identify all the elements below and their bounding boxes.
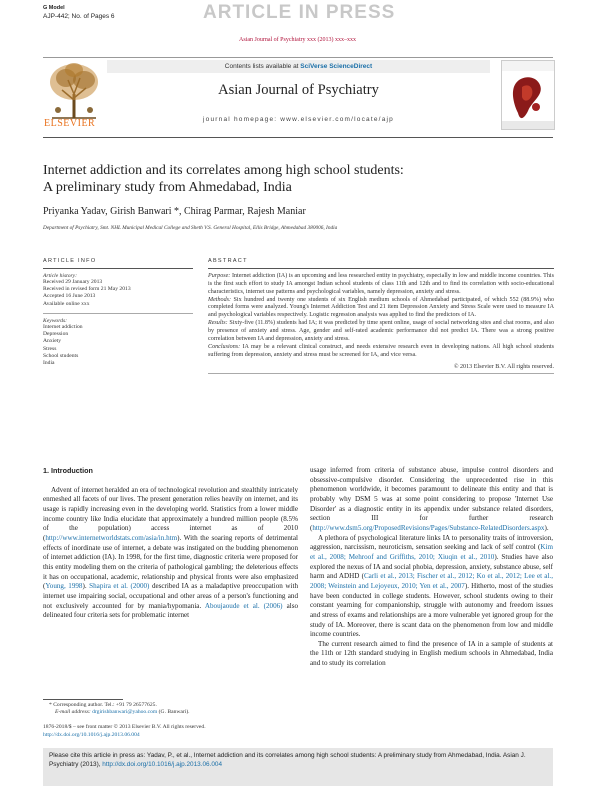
contents-prefix: Contents lists available at: [224, 63, 301, 70]
keyword: Anxiety: [43, 338, 62, 345]
history-received: Received 29 January 2013: [43, 278, 103, 285]
history-revised: Received in revised form 21 May 2013: [43, 286, 131, 293]
doi-link[interactable]: http://dx.doi.org/10.1016/j.ajp.2013.06.004: [43, 731, 140, 738]
abstract-conclusions: [208, 344, 554, 360]
footnote-rule: [43, 699, 123, 700]
email-label: E-mail address:: [55, 709, 91, 716]
author-list: Priyanka Yadav, Girish Banwari *, Chirag Parmar, Rajesh Maniar: [43, 206, 306, 217]
keywords-rule: [43, 313, 193, 314]
conclusions-label: Conclusions:: [208, 343, 241, 350]
keywords-label: Keywords:: [43, 317, 68, 324]
article-info-rule: [43, 268, 193, 269]
citation-doi-link[interactable]: http://dx.doi.org/10.1016/j.ajp.2013.06.004: [102, 760, 223, 768]
manuscript-id: [43, 5, 115, 20]
history-accepted: Accepted 16 June 2013: [43, 293, 96, 300]
email-line: [43, 709, 298, 716]
text-run: also delineated four criteria sets for problematic internet: [43, 601, 299, 620]
article-info-heading: ARTICLE INFO: [43, 258, 97, 264]
keyword: Depression: [43, 330, 69, 337]
keyword: School students: [43, 352, 79, 359]
abstract: [208, 258, 554, 373]
text-run: A plethora of psychological literature links IA to personality traits of introversion, aggression, narcissism, neuroticism, sensation seeking and lack of self control (: [310, 533, 553, 552]
article-in-press-banner: ARTICLE IN PRESS: [203, 2, 396, 23]
body-right-column: [310, 466, 553, 669]
issn-line: 1876-2018/$ – see front matter © 2013 Elsevier B.V. All rights reserved.: [43, 724, 206, 731]
abstract-rule: [208, 268, 554, 269]
corresponding-author: * Corresponding author. Tel.: +91 79 26577625.: [49, 702, 157, 708]
reference-link[interactable]: Carli et al., 2013; Fischer et al., 2012; Ko et al., 2012; Lee et al., 2008; Weinstein and Lejoyeux, 2010; Yen et al., 2007: [310, 572, 553, 590]
text-run: ). With the soaring reports of detrimental effects of inordinate use of internet, a debate was instigated on the budding phenomenon of internet addiction (IA). In 1998, for the first time, diagnostic criteria were proposed for this entity modeling them on the criteria of pathological gambling; the deleterious effects it has on occupational, academic, relationship and physical fronts were also emphasized (: [43, 533, 298, 591]
intro-paragraph-3: The current research aimed to find the presence of IA in a sample of students at the 11th or 12th standard studying in English medium schools in Ahmedabad, India and to study its correlation: [310, 639, 553, 668]
reference-link[interactable]: Young, 1998: [45, 582, 83, 591]
reference-link[interactable]: Aboujaoude et al. (2006): [204, 601, 283, 610]
title-line-2: A preliminary study from Ahmedabad, India: [43, 180, 292, 195]
abstract-heading: ABSTRACT: [208, 258, 248, 264]
conclusions-text: IA may be a relevant clinical construct, and needs extensive research even in developing nations. All high school students suffering from depression, anxiety and stress must be screened for IA, and vice versa.: [208, 343, 554, 358]
text-run: usage inferred from criteria of substance abuse, impulse control disorders and obsessive-compulsive disorder. Considering the unprecedented rise in this phenomenon worldwide, it becomes paramount to delineate this entity and that is probably why DSM 5 was at some point considering to propose 'Internet Use Disorder' as a diagnostic entity in its appendix under substance related disorders, section III for further research (: [310, 466, 553, 532]
methods-label: Methods:: [208, 296, 232, 303]
intro-heading: 1. Introduction: [43, 466, 93, 475]
footnote: [43, 702, 298, 739]
email-owner: (G. Banwari).: [158, 709, 190, 716]
reference-link[interactable]: Shapira et al. (2000): [89, 582, 150, 591]
model-label: G Model: [43, 5, 65, 11]
history-online: Available online xxx: [43, 300, 90, 307]
running-head: Asian Journal of Psychiatry xxx (2013) xxx–xxx: [239, 37, 356, 43]
journal-title: Asian Journal of Psychiatry: [218, 82, 379, 98]
citation-text: Please cite this article in press as: Yadav, P., et al., Internet addiction and its correlates among high school students: A preliminary study from Ahmedabad, India. Asian J. Psychiatry (2013),: [49, 752, 526, 768]
reference-link[interactable]: http://www.internetworldstats.com/asia/in.htm: [45, 533, 178, 542]
text-run: ).: [544, 523, 549, 532]
abstract-purpose: [208, 273, 554, 297]
cover-artwork: [502, 61, 554, 129]
elsevier-tree-logo: [44, 60, 104, 120]
sciencedirect-link[interactable]: SciVerse ScienceDirect: [300, 63, 373, 70]
abstract-results: [208, 320, 554, 344]
reference-link[interactable]: http://www.dsm5.org/ProposedRevisions/Pages/Substance-RelatedDisorders.aspx: [312, 523, 545, 532]
text-run: ).: [82, 582, 90, 591]
contents-band: [107, 60, 490, 73]
journal-cover-thumbnail: [501, 60, 555, 130]
results-text: Sixty-five (11.8%) students had IA; it was predicted by time spent online, usage of social networking sites and chat rooms, and also by presence of anxiety and stress. Age, gender and self-rated academic performance did not predict IA. There was a strong positive correlation between IA and depression, anxiety and stress.: [208, 320, 554, 343]
affiliation: Department of Psychiatry, Smt. NHL Municipal Medical College and Sheth V.S. General Hospital, Ellis Bridge, Ahmedabad 380006, India: [43, 225, 338, 231]
citation-box: [43, 748, 553, 786]
results-label: Results:: [208, 320, 228, 327]
text-run: Advent of internet heralded an era of technological revolution and stealthily intricately enmeshed all facets of our lives. The present generation relies heavily on internet, and its usage is rapidly increasing even in the developing world. Statistics from a lower middle income country like India elucidate that approximately a hundred million people (8.5% of the population) access internet as of 2010 (: [43, 485, 298, 542]
journal-homepage[interactable]: journal homepage: www.elsevier.com/locate/ajp: [203, 116, 394, 123]
paper-title: [43, 162, 543, 196]
text-run: described IA as a maladaptive preoccupation with internet use impairing social, occupational and other areas of a person's functioning and not exclusively accounted for by mania/hypomania.: [43, 582, 298, 610]
article-info: [43, 258, 193, 367]
intro-paragraph-2: [310, 534, 553, 640]
keyword: India: [43, 360, 55, 367]
methods-text: Six hundred and twenty one students of six English medium schools of Ahmedabad participated, of which 552 (88.9%) who completed forms were analyzed. Young's Internet Addiction Test and 21 item Depression Anxiety and Stress Scale were used to measure IA and psychological variables respectively. Logistic regression analysis was applied to find the predictors of IA.: [208, 296, 554, 319]
article-code: AJP-442; No. of Pages 6: [43, 12, 115, 20]
intro-paragraph-1: [43, 486, 298, 621]
history-label: Article history:: [43, 272, 78, 279]
title-line-1: Internet addiction and its correlates among high school students:: [43, 163, 404, 178]
publisher-name: ELSEVIER: [44, 118, 96, 129]
purpose-label: Purpose:: [208, 272, 231, 279]
keyword: Internet addiction: [43, 323, 83, 330]
email-link[interactable]: drgirishbanwari@yahoo.com: [92, 709, 158, 716]
abstract-bottom-rule: [208, 373, 554, 374]
copyright: © 2013 Elsevier B.V. All rights reserved.: [453, 363, 554, 370]
reference-link[interactable]: Kim et al., 2008; Mehroof and Griffiths, 2010; Xiuqin et al., 2010: [310, 543, 553, 561]
purpose-text: Internet addiction (IA) is an upcoming and less researched entity in psychiatry, especially in low and middle income countries. This is the first such effort to study IA amongst Indian school students of class 11th and 12th and to find its correlation with socio-educational characteristics, internet use patterns and psychological variables, namely depression, anxiety and stress.: [208, 272, 554, 295]
text-run: ). Hitherto, most of the studies have been conducted in college students. However, school students owing to their constant yearning for companionship, struggle with autonomy and freedom issues and stress of exams and relationships are a more vulnerable yet ignored group for the study of IA. Moreover, there is scant data on the phenomenon from low and middle income countries.: [310, 581, 553, 639]
abstract-methods: [208, 297, 554, 321]
text-run: ). Studies have also explored the nexus of IA and social phobia, depression, anxiety, substance abuse, self harm and ADHD (: [310, 552, 553, 581]
body-left-column: [43, 466, 298, 621]
intro-paragraph-1-cont: [310, 466, 553, 534]
keyword: Stress: [43, 345, 57, 352]
